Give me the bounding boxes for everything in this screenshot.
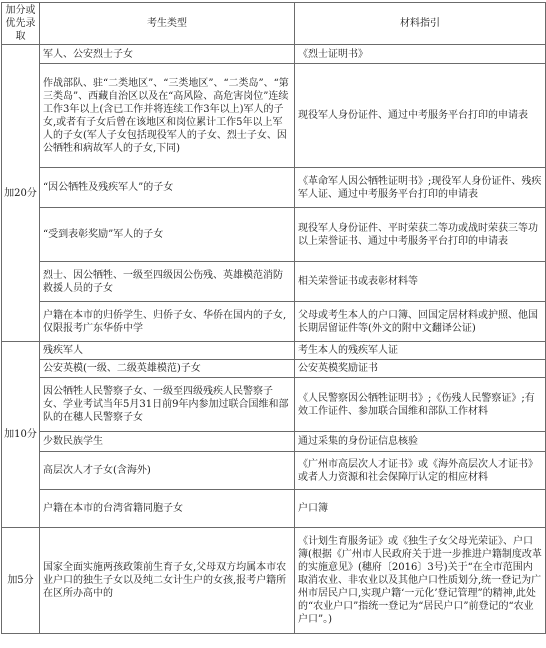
table-row — [2, 302, 546, 342]
group-label-5: 加5分 — [2, 528, 40, 634]
material-cell: 考生本人的残疾军人证 — [295, 342, 546, 360]
material-cell: 户口簿 — [295, 490, 546, 528]
table-row — [2, 378, 546, 432]
table-row — [2, 64, 546, 168]
group-label-20: 加20分 — [2, 45, 40, 342]
candidate-type-cell: 军人、公安烈士子女 — [40, 45, 295, 64]
material-cell: 父母或考生本人的户口簿、回国定居材料或护照、他国长期居留证件等(外文的附中文翻译公证) — [295, 302, 546, 342]
group-label-10: 加10分 — [2, 342, 40, 528]
candidate-type-cell: 户籍在本市的台湾省籍同胞子女 — [40, 490, 295, 528]
candidate-type-cell: 作战部队、驻“二类地区”、“三类地区”、“二类岛”、“第三类岛”、西藏自治区以及在“高风险、高危害岗位”连续工作3年以上(含已工作并将连续工作3年以上)军人的子女,或者有子女后曾在该地区和岗位累计工作5年以上军人的子女(军人子女包括现役军人的子女、烈士子女、因公牺牲和病故军人的子女,下同) — [40, 64, 295, 168]
material-cell: 《广州市高层次人才证书》或《海外高层次人才证书》或者人力资源和社会保障厅认定的相应材料 — [295, 452, 546, 490]
header-bonus-priority: 加分或优先录取 — [2, 3, 40, 45]
material-cell: 现役军人身份证件、通过中考服务平台打印的申请表 — [295, 64, 546, 168]
material-cell: 《人民警察因公牺牲证明书》;《伤残人民警察证》;有效工作证件、参加联合国维和部队工作材料 — [295, 378, 546, 432]
table-row — [2, 432, 546, 452]
candidate-type-cell: 残疾军人 — [40, 342, 295, 360]
table-row — [2, 208, 546, 262]
table-row — [2, 45, 546, 64]
candidate-type-cell: “因公牺牲及残疾军人”的子女 — [40, 168, 295, 208]
candidate-type-cell: 少数民族学生 — [40, 432, 295, 452]
candidate-type-cell: 烈士、因公牺牲、一级至四级因公伤残、英雄模范消防救援人员的子女 — [40, 262, 295, 302]
table-header-row — [2, 3, 546, 45]
material-cell: 《革命军人因公牺牲证明书》;现役军人身份证件、残疾军人证、通过中考服务平台打印的申请表 — [295, 168, 546, 208]
table-row — [2, 360, 546, 378]
candidate-type-cell: “受到表彰奖励”军人的子女 — [40, 208, 295, 262]
material-cell: 通过采集的身份证信息核验 — [295, 432, 546, 452]
header-candidate-type: 考生类型 — [40, 3, 295, 45]
material-cell: 《计划生育服务证》或《独生子女父母光荣证》、户口簿(根据《广州市人民政府关于进一步推进户籍制度改革的实施意见》(穗府〔2016〕3号)关于“在全市范围内取消农业、非农业以及其他户口性质划分,统一登记为广州市居民户口,实现户籍‘一元化’登记管理”的精神,此处的“农业户口”指统一登记为“居民户口”前登记的“农业户口”。) — [295, 528, 546, 634]
table-row — [2, 168, 546, 208]
table-row — [2, 528, 546, 634]
material-cell: 现役军人身份证件、平时荣获二等功或战时荣获三等功以上荣誉证书、通过中考服务平台打印的申请表 — [295, 208, 546, 262]
table-row — [2, 342, 546, 360]
material-cell: 相关荣誉证书或表彰材料等 — [295, 262, 546, 302]
candidate-type-cell: 高层次人才子女(含海外) — [40, 452, 295, 490]
bonus-points-table — [1, 2, 546, 634]
table-row — [2, 490, 546, 528]
table-row — [2, 452, 546, 490]
material-cell: 公安英模奖励证书 — [295, 360, 546, 378]
candidate-type-cell: 国家全面实施两孩政策前生育子女,父母双方均属本市农业户口的独生子女以及纯二女计生户的女孩,报考户籍所在区所办高中的 — [40, 528, 295, 634]
material-cell: 《烈士证明书》 — [295, 45, 546, 64]
candidate-type-cell: 户籍在本市的归侨学生、归侨子女、华侨在国内的子女,仅限报考广东华侨中学 — [40, 302, 295, 342]
candidate-type-cell: 因公牺牲人民警察子女、一级至四级残疾人民警察子女、学业考试当年5月31日前9年内参加过联合国维和部队的在穗人民警察子女 — [40, 378, 295, 432]
candidate-type-cell: 公安英模(一级、二级英雄模范)子女 — [40, 360, 295, 378]
table-row — [2, 262, 546, 302]
header-material-guide: 材料指引 — [295, 3, 546, 45]
